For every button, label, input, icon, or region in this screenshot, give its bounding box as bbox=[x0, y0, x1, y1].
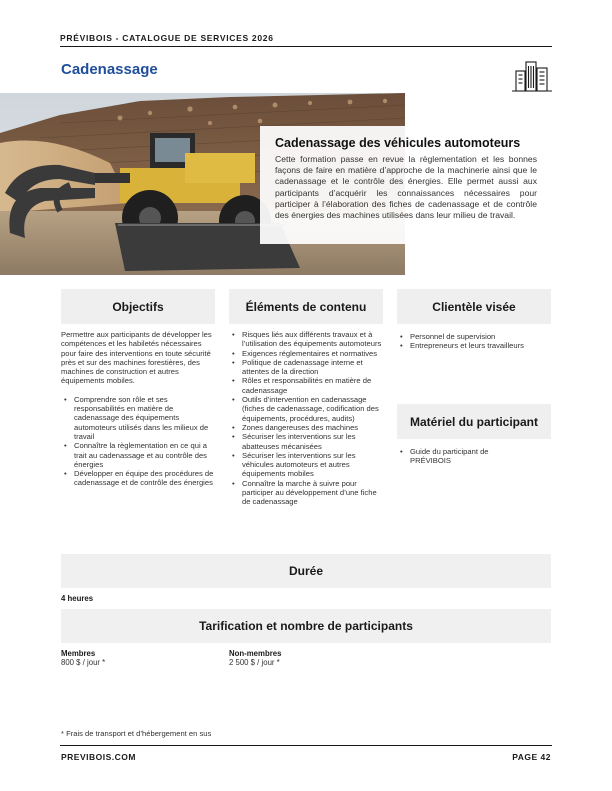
contenu-list bbox=[229, 330, 383, 507]
objectifs-list bbox=[61, 395, 215, 488]
list-item: • Politique de cadenassage interne et attentes de la direction bbox=[229, 358, 383, 377]
footer-website: PREVIBOIS.COM bbox=[61, 752, 136, 762]
page-header bbox=[60, 33, 552, 43]
list-item: • Entrepreneurs et leurs travailleurs bbox=[397, 341, 551, 350]
list-item: • Connaître la règlementation en ce qui a trait au cadenassage et au contrôle des énergies bbox=[61, 441, 215, 469]
course-title: Cadenassage des véhicules automoteurs bbox=[275, 136, 521, 150]
tarification-heading: Tarification et nombre de participants bbox=[61, 609, 551, 643]
list-item: • Risques liés aux différents travaux et à l’utilisation des équipements automoteurs bbox=[229, 330, 383, 349]
duree-value: 4 heures bbox=[61, 594, 94, 603]
non-membres-label: Non-membres bbox=[229, 649, 282, 658]
footer-divider bbox=[60, 745, 552, 746]
list-item: • Comprendre son rôle et ses responsabilités en matière de cadenassage des équipements automoteurs utilisés dans les milieux de travail bbox=[61, 395, 215, 441]
list-item: • Connaître la marche à suivre pour participer au développement d’une fiche de cadenassage bbox=[229, 479, 383, 507]
clientele-section bbox=[397, 332, 551, 351]
list-item: • Développer en équipe des procédures de cadenassage et de contrôle des énergies bbox=[61, 469, 215, 488]
materiel-heading: Matériel du participant bbox=[397, 404, 551, 439]
materiel-section bbox=[397, 447, 517, 466]
objectifs-section bbox=[61, 330, 215, 488]
header-title: PRÉVIBOIS - CATALOGUE DE SERVICES 2026 bbox=[60, 33, 274, 43]
list-item: • Sécuriser les interventions sur les abatteuses mécanisées bbox=[229, 432, 383, 451]
page-number: PAGE 42 bbox=[512, 752, 551, 762]
list-item: • Exigences réglementaires et normatives bbox=[229, 349, 383, 358]
section-title: Cadenassage bbox=[61, 61, 158, 78]
objectifs-heading: Objectifs bbox=[61, 289, 215, 324]
footnote: * Frais de transport et d’hébergement en sus bbox=[61, 729, 212, 738]
objectifs-intro: Permettre aux participants de développer les compétences et les habiletés nécessaires pour faire des interventions en toute sécurité près et sur des machines forestières, des machines de construction et autres équipements mobiles. bbox=[61, 330, 212, 386]
list-item: • Rôles et responsabilités en matière de cadenassage bbox=[229, 376, 383, 395]
list-item: • Outils d’intervention en cadenassage (fiches de cadenassage, codification des équipements, procédures, audits) bbox=[229, 395, 383, 423]
contenu-heading: Éléments de contenu bbox=[229, 289, 383, 324]
clientele-list bbox=[397, 332, 551, 351]
header-divider bbox=[60, 46, 552, 47]
non-membres-price: 2 500 $ / jour * bbox=[229, 658, 280, 667]
contenu-section bbox=[229, 330, 383, 507]
membres-price: 800 $ / jour * bbox=[61, 658, 106, 667]
duree-heading: Durée bbox=[61, 554, 551, 588]
list-item: • Zones dangereuses des machines bbox=[229, 423, 383, 432]
list-item: • Guide du participant de PRÉVIBOIS bbox=[397, 447, 517, 466]
clientele-heading: Clientèle visée bbox=[397, 289, 551, 324]
intro-panel bbox=[260, 126, 551, 244]
building-icon bbox=[512, 58, 552, 94]
list-item: • Sécuriser les interventions sur les véhicules automoteurs et autres équipements mobiles bbox=[229, 451, 383, 479]
course-description: Cette formation passe en revue la règlementation et les bonnes façons de faire en matière d’approche de la machinerie ainsi que le cadenassage et le contrôle des énergies. Elle permet aussi aux participants d’acquérir les connaissances nécessaires pour participer à l’élaboration des fiches de cadenassage et de contrôle des énergies des machines utilisées dans leur milieu de travail. bbox=[275, 154, 537, 221]
list-item: • Personnel de supervision bbox=[397, 332, 551, 341]
membres-label: Membres bbox=[61, 649, 96, 658]
materiel-list bbox=[397, 447, 517, 466]
